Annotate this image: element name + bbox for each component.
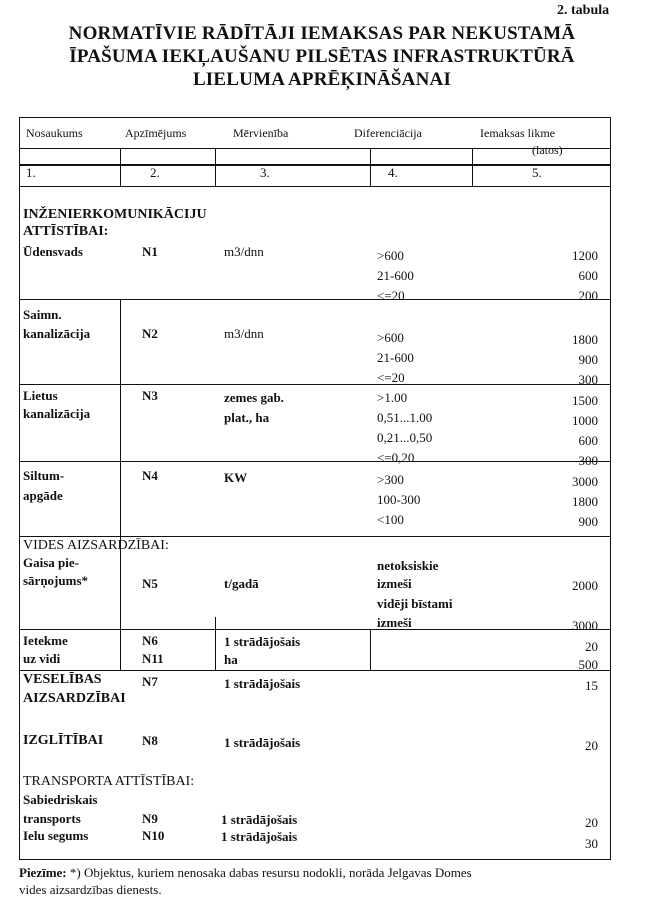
row-heat-diff-1: >300 <box>377 472 404 487</box>
row-rain-rate-4: 300 <box>578 453 598 468</box>
row-transport-name-2: transports <box>23 811 81 826</box>
header-unit: Mērvienība <box>233 126 289 140</box>
rule-header <box>20 148 610 149</box>
row-heat-diff-2: 100-300 <box>377 492 421 507</box>
footnote-text: *) Objektus, kuriem nenosaka dabas resursu nodokli, norāda Jelgavas Domes <box>66 865 472 880</box>
colnum-4: 4. <box>388 165 398 180</box>
row-sewer-diff-3: <=20 <box>377 370 405 385</box>
row-water-rate-1: 1200 <box>572 248 598 263</box>
col-sep-1 <box>120 299 121 670</box>
row-impact-unit-2: ha <box>224 652 238 667</box>
row-air-rate-2: 3000 <box>572 618 598 633</box>
row-water-code: N1 <box>142 244 158 259</box>
row-rain-diff-1: >1.00 <box>377 390 408 405</box>
row-transport-name-1: Sabiedriskais <box>23 792 98 807</box>
col-sep-1-head <box>120 148 121 186</box>
row-sewer-name-1: Saimn. <box>23 307 62 322</box>
title-line-2: ĪPAŠUMA IEKĻAUŠANU PILSĒTAS INFRASTRUKTŪRĀ <box>69 46 575 67</box>
row-health-code: N7 <box>142 674 158 689</box>
colnum-1: 1. <box>26 165 36 180</box>
row-education-code: N8 <box>142 733 158 748</box>
section-infra-1: INŽENIERKOMUNIKĀCIJU <box>23 207 207 222</box>
footnote <box>19 864 619 898</box>
row-air-diff-1: netoksiskie <box>377 558 439 573</box>
row-rain-name-2: kanalizācija <box>23 406 91 421</box>
row-rain-name-1: Lietus <box>23 388 58 403</box>
row-education-unit: 1 strādājošais <box>224 735 301 750</box>
section-health-2: AIZSARDZĪBAI <box>23 691 126 706</box>
row-heat-name-1: Siltum- <box>23 468 65 483</box>
header-rate: Iemaksas likme <box>480 126 555 140</box>
row-impact-code-2: N11 <box>142 651 164 666</box>
title-line-3: LIELUMA APRĒĶINĀŠANAI <box>192 69 452 90</box>
row-air-unit: t/gadā <box>224 576 259 591</box>
section-infra-2: ATTĪSTĪBAI: <box>23 224 109 239</box>
row-transport-rate-2: 30 <box>585 836 598 851</box>
row-water-unit: m3/dnn <box>224 244 264 259</box>
row-air-diff-2: izmeši <box>377 576 412 591</box>
row-water-rate-3: 200 <box>578 288 598 303</box>
row-air-code: N5 <box>142 576 158 591</box>
row-air-name-1: Gaisa pie- <box>23 555 79 570</box>
col-sep-2 <box>215 617 216 670</box>
col-sep-3-head <box>370 148 371 186</box>
row-rain-unit-1: zemes gab. <box>224 390 284 405</box>
row-rain-code: N3 <box>142 388 158 403</box>
row-rain-diff-4: <=0,20 <box>377 450 415 465</box>
table-number: 2. tabula <box>557 3 610 18</box>
row-water-diff-1: >600 <box>377 248 404 263</box>
row-sewer-unit: m3/dnn <box>224 326 264 341</box>
row-water-rate-2: 600 <box>578 268 598 283</box>
row-rain-unit-2: plat., ha <box>224 410 270 425</box>
row-impact-rate-1: 20 <box>585 639 598 654</box>
row-air-diff-3: vidēji bīstami <box>377 596 453 611</box>
row-transport-unit-1: 1 strādājošais <box>221 812 298 827</box>
row-sewer-diff-2: 21-600 <box>377 350 414 365</box>
col-sep-3 <box>370 629 371 670</box>
row-health-rate: 15 <box>585 678 598 693</box>
row-transport-code-1: N9 <box>142 811 158 826</box>
row-rain-rate-3: 600 <box>578 433 598 448</box>
row-air-diff-4: izmeši <box>377 615 412 630</box>
row-heat-code: N4 <box>142 468 158 483</box>
row-air-name-2: sārņojums* <box>23 573 89 588</box>
row-heat-rate-2: 1800 <box>572 494 598 509</box>
row-sewer-rate-2: 900 <box>578 352 598 367</box>
rule-numbers <box>20 186 610 187</box>
row-impact-name-1: Ietekme <box>23 633 68 648</box>
colnum-2: 2. <box>150 165 160 180</box>
page-title <box>22 22 622 91</box>
row-heat-unit: KW <box>224 470 248 485</box>
row-heat-rate-3: 900 <box>578 514 598 529</box>
row-sewer-name-2: kanalizācija <box>23 326 91 341</box>
row-air-rate-1: 2000 <box>572 578 598 593</box>
section-env: VIDES AIZSARDZĪBAI: <box>23 538 169 553</box>
row-rain-diff-3: 0,21...0,50 <box>377 430 433 445</box>
header-rate-unit: (latos) <box>532 143 563 157</box>
header-code: Apzīmējums <box>125 126 187 140</box>
row-rain-rate-2: 1000 <box>572 413 598 428</box>
footnote-text-2: vides aizsardzības dienests. <box>19 882 162 897</box>
row-water-diff-2: 21-600 <box>377 268 414 283</box>
row-water-name: Ūdensvads <box>23 244 83 259</box>
row-education-rate: 20 <box>585 738 598 753</box>
row-sewer-diff-1: >600 <box>377 330 404 345</box>
row-impact-unit-1: 1 strādājošais <box>224 634 301 649</box>
row-transport-name-3: Ielu segums <box>23 828 89 843</box>
row-water-diff-3: <=20 <box>377 288 405 303</box>
row-impact-name-2: uz vidi <box>23 651 61 666</box>
colnum-5: 5. <box>532 165 542 180</box>
row-impact-code-1: N6 <box>142 633 158 648</box>
col-sep-2-head <box>215 148 216 186</box>
row-sewer-code: N2 <box>142 326 158 341</box>
row-heat-diff-3: <100 <box>377 512 404 527</box>
row-sewer-rate-3: 300 <box>578 372 598 387</box>
row-rain-rate-1: 1500 <box>572 393 598 408</box>
rule-heat <box>20 536 610 537</box>
header-diff: Diferenciācija <box>354 126 422 140</box>
row-transport-code-2: N10 <box>142 828 165 843</box>
footnote-label: Piezīme: <box>19 865 67 880</box>
title-line-1: NORMATĪVIE RĀDĪTĀJI IEMAKSAS PAR NEKUSTAMĀ <box>68 23 576 44</box>
section-health-1: VESELĪBAS <box>23 672 102 687</box>
row-heat-rate-1: 3000 <box>572 474 598 489</box>
row-transport-rate-1: 20 <box>585 815 598 830</box>
row-transport-unit-2: 1 strādājošais <box>221 829 298 844</box>
row-impact-rate-2: 500 <box>578 657 598 672</box>
section-transport: TRANSPORTA ATTĪSTĪBAI: <box>23 774 195 789</box>
rates-table <box>19 117 611 860</box>
rule-colnum <box>20 164 610 166</box>
row-heat-name-2: apgāde <box>23 488 63 503</box>
colnum-3: 3. <box>260 165 270 180</box>
row-rain-diff-2: 0,51...1.00 <box>377 410 433 425</box>
col-sep-4-head <box>472 148 473 186</box>
header-name: Nosaukums <box>26 126 83 140</box>
row-health-unit: 1 strādājošais <box>224 676 301 691</box>
section-education: IZGLĪTĪBAI <box>23 733 104 748</box>
row-sewer-rate-1: 1800 <box>572 332 598 347</box>
